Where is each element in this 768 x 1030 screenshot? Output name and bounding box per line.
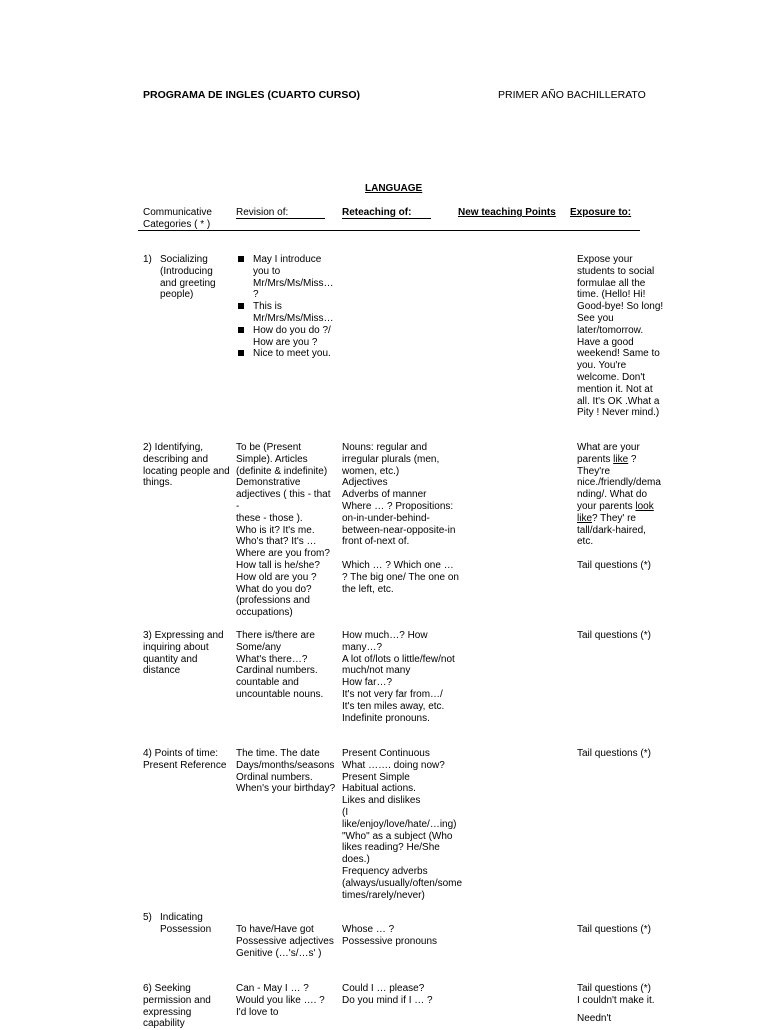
exposure-line: time. (Hello! Hi! — [577, 289, 646, 301]
category-line: Socializing — [160, 254, 208, 265]
row1-category — [143, 254, 231, 301]
exposure-line: Expose your — [577, 254, 633, 265]
bullet-item — [236, 301, 336, 325]
reteach-line: How much…? How — [342, 630, 428, 641]
category-line: 4) Points of time: — [143, 748, 219, 759]
exposure-line: weekend! Same to — [577, 348, 660, 360]
reteach-line: Where … ? Propositions: — [342, 500, 454, 512]
bullet-item — [236, 348, 336, 360]
revision-line: There is/there are — [236, 630, 315, 641]
column-header-revision — [236, 207, 325, 219]
column-header-line: Categories ( * ) — [143, 219, 211, 230]
row-number: 1) — [143, 254, 152, 265]
revision-line: Some/any — [236, 641, 282, 653]
bullet-item — [236, 325, 336, 349]
bullet-line: This is — [253, 301, 282, 313]
underlined-word: like — [613, 453, 629, 465]
reteach-line: Present Simple — [342, 771, 410, 783]
exposure-line: Have a good — [577, 336, 634, 348]
reteach-line: irregular plurals (men, — [342, 453, 440, 465]
reteach-line: Likes and dislikes — [342, 795, 421, 807]
row-number: 5) — [143, 912, 152, 923]
exposure-line: mention it. Not at — [577, 383, 653, 395]
exposure-line: you. You're — [577, 360, 627, 372]
bullet-line: Mr/Mrs/Ms/Miss… — [253, 277, 334, 289]
revision-line: Can - May I … ? — [236, 983, 309, 994]
row1-revision — [236, 254, 336, 360]
category-line: describing and — [143, 453, 209, 465]
category-line: 2) Identifying, — [143, 442, 204, 453]
category-line: expressing — [143, 1006, 192, 1018]
spacer — [342, 548, 462, 560]
category-line: Indicating — [160, 912, 203, 923]
exposure-line: What are your — [577, 442, 640, 453]
reteach-line: many…? — [342, 641, 383, 653]
reteach-line: front of-next of. — [342, 536, 410, 548]
bullet-item — [236, 254, 336, 301]
column-header-line: Communicative — [143, 207, 212, 218]
reteach-line: A lot of/lots o little/few/not — [342, 653, 455, 665]
reteach-line: (I — [342, 806, 349, 818]
row6-category — [143, 983, 231, 1030]
column-header-reteaching — [342, 207, 431, 219]
category-line: people) — [160, 289, 194, 301]
bullet-line: How are you ? — [253, 336, 318, 348]
exposure-text: ? They' re — [592, 512, 636, 524]
exposure-text: ? — [628, 453, 637, 465]
category-line: things. — [143, 477, 173, 489]
category-line: Present Reference — [143, 759, 227, 771]
exposure-line: See you — [577, 312, 614, 324]
revision-line: Demonstrative — [236, 477, 301, 489]
bullet-line: you to — [253, 265, 281, 277]
reteach-line: like/enjoy/love/hate/…ing) — [342, 818, 457, 830]
category-line: quantity and — [143, 653, 198, 665]
category-line: 6) Seeking — [143, 983, 191, 994]
reteach-line: on-in-under-behind- — [342, 512, 430, 524]
category-line: distance — [143, 665, 181, 677]
reteach-line: Adjectives — [342, 477, 388, 489]
reteach-line: Could I … please? — [342, 983, 425, 994]
exposure-line: Needn't — [577, 1012, 612, 1024]
reteach-line: How far…? — [342, 677, 393, 689]
row2-revision — [236, 442, 336, 619]
reteach-line: much/not many — [342, 665, 411, 677]
revision-line: Simple). Articles — [236, 453, 308, 465]
section-title: LANGUAGE — [365, 183, 423, 194]
document-title: PROGRAMA DE INGLES (CUARTO CURSO) — [143, 89, 361, 101]
reteach-line: Possessive pronouns — [342, 935, 438, 947]
revision-line: these - those ). — [236, 512, 303, 524]
revision-line: Where are you from? — [236, 548, 330, 560]
column-header-communicative — [143, 207, 212, 231]
exposure-line: Tail questions (*) — [577, 983, 651, 994]
reteach-line: (always/usually/often/some — [342, 877, 463, 889]
reteach-line: Frequency adverbs — [342, 865, 428, 877]
revision-line: countable and — [236, 677, 299, 689]
exposure-line: tall/dark-haired, — [577, 524, 646, 536]
revision-line: To be (Present — [236, 442, 302, 453]
reteach-line: the left, etc. — [342, 583, 394, 595]
exposure-line: Pity ! Never mind.) — [577, 407, 660, 419]
exposure-line: nice./friendly/dema — [577, 477, 661, 489]
column-header-text: Reteaching of: — [342, 207, 412, 218]
category-line: (Introducing — [160, 265, 213, 277]
reteach-line: likes reading? He/She — [342, 842, 440, 854]
row5-category — [143, 912, 231, 936]
row3-reteaching — [342, 630, 462, 724]
underlined-word: like — [577, 512, 593, 524]
exposure-line: They're — [577, 465, 611, 477]
category-line: inquiring about — [143, 641, 209, 653]
row2-exposure — [577, 442, 667, 572]
revision-line: Cardinal numbers. — [236, 665, 318, 677]
row4-category — [143, 748, 231, 772]
revision-line: Days/months/seasons — [236, 759, 335, 771]
revision-line: I'd love to — [236, 1006, 279, 1018]
exposure-line: formulae all the — [577, 277, 646, 289]
exposure-line: I couldn't make it. — [577, 994, 655, 1006]
row4-revision — [236, 748, 336, 795]
exposure-line: nding/. What do — [577, 489, 648, 501]
bullet-line: How do you do ?/ — [253, 324, 331, 336]
revision-line: Who's that? It's … — [236, 536, 317, 548]
row6-reteaching — [342, 983, 462, 1007]
revision-line: Possessive adjectives — [236, 935, 334, 947]
spacer — [577, 548, 667, 560]
exposure-line: students to social — [577, 265, 655, 277]
revision-line: When's your birthday? — [236, 783, 336, 795]
revision-line: Who is it? It's me. — [236, 524, 315, 536]
bullet-line: Mr/Mrs/Ms/Miss… — [253, 312, 334, 324]
exposure-line — [577, 454, 667, 466]
reteach-line: "Who" as a subject (Who — [342, 830, 453, 842]
exposure-text: parents — [577, 453, 614, 465]
underlined-word: look — [635, 500, 654, 512]
row1-exposure — [577, 254, 667, 419]
revision-line: occupations) — [236, 607, 293, 619]
row4-exposure: Tail questions (*) — [577, 748, 651, 759]
revision-line: (professions and — [236, 595, 310, 607]
exposure-text: your parents — [577, 500, 636, 512]
revision-line: Would you like …. ? — [236, 994, 325, 1006]
row6-revision — [236, 983, 336, 1018]
reteach-line: It's ten miles away, etc. — [342, 700, 445, 712]
category-line: 3) Expressing and — [143, 630, 224, 641]
revision-line: Genitive (…'s/…s' ) — [236, 947, 322, 959]
exposure-line: etc. — [577, 536, 594, 548]
column-header-exposure: Exposure to: — [570, 207, 632, 218]
reteach-line: It's not very far from…/ — [342, 688, 443, 700]
category-line: locating people and — [143, 465, 230, 477]
row2-category — [143, 442, 231, 489]
reteach-line: Adverbs of manner — [342, 489, 427, 501]
category-line: permission and — [143, 994, 211, 1006]
reteach-line: between-near-opposite-in — [342, 524, 456, 536]
row3-category — [143, 630, 231, 677]
reteach-line: Indefinite pronouns. — [342, 712, 430, 724]
reteach-line: times/rarely/never) — [342, 889, 425, 901]
exposure-line: later/tomorrow. — [577, 324, 644, 336]
reteach-line: does.) — [342, 854, 370, 866]
revision-line: How old are you ? — [236, 571, 317, 583]
row5-reteaching — [342, 924, 462, 948]
bullet-line: ? — [253, 289, 259, 301]
category-line: and greeting — [160, 277, 216, 289]
exposure-line: all. It's OK .What a — [577, 395, 660, 407]
bullet-line: May I introduce — [253, 254, 322, 265]
exposure-line — [577, 513, 667, 525]
exposure-line — [577, 501, 667, 513]
reteach-line: Do you mind if I … ? — [342, 994, 433, 1006]
revision-line: What's there…? — [236, 653, 308, 665]
reteach-line: Present Continuous — [342, 748, 430, 759]
category-line: capability — [143, 1018, 185, 1030]
bullet-line: Nice to meet you. — [253, 348, 331, 360]
category-line: Possession — [160, 923, 212, 935]
revision-line: The time. The date — [236, 748, 320, 759]
reteach-line: What ……. doing now? — [342, 759, 445, 771]
header-divider — [138, 230, 640, 231]
reteach-line: Which … ? Which one … — [342, 560, 454, 572]
revision-line: uncountable nouns. — [236, 688, 324, 700]
reteach-line: Nouns: regular and — [342, 442, 428, 453]
reteach-line: Whose … ? — [342, 924, 395, 935]
exposure-line: Good-bye! So long! — [577, 301, 664, 313]
row3-exposure: Tail questions (*) — [577, 630, 651, 641]
row5-exposure: Tail questions (*) — [577, 924, 651, 935]
exposure-line: welcome. Don't — [577, 371, 646, 383]
revision-line: adjectives ( this - that - — [236, 489, 331, 512]
row2-reteaching — [342, 442, 462, 596]
course-level: PRIMER AÑO BACHILLERATO — [498, 89, 646, 101]
revision-line: To have/Have got — [236, 924, 314, 935]
reteach-line: ? The big one/ The one on — [342, 571, 459, 583]
exposure-line: Tail questions (*) — [577, 560, 651, 572]
reteach-line: women, etc.) — [342, 465, 400, 477]
row5-revision — [236, 924, 336, 959]
revision-line: How tall is he/she? — [236, 559, 320, 571]
revision-line: Ordinal numbers. — [236, 771, 313, 783]
revision-line: (definite & indefinite) — [236, 465, 328, 477]
reteach-line: Habitual actions. — [342, 783, 416, 795]
revision-line: What do you do? — [236, 583, 312, 595]
column-header-text: Revision of: — [236, 207, 289, 218]
row6-exposure — [577, 983, 667, 1024]
row4-reteaching — [342, 748, 462, 901]
column-header-new-teaching: New teaching Points — [458, 207, 556, 218]
row3-revision — [236, 630, 336, 701]
